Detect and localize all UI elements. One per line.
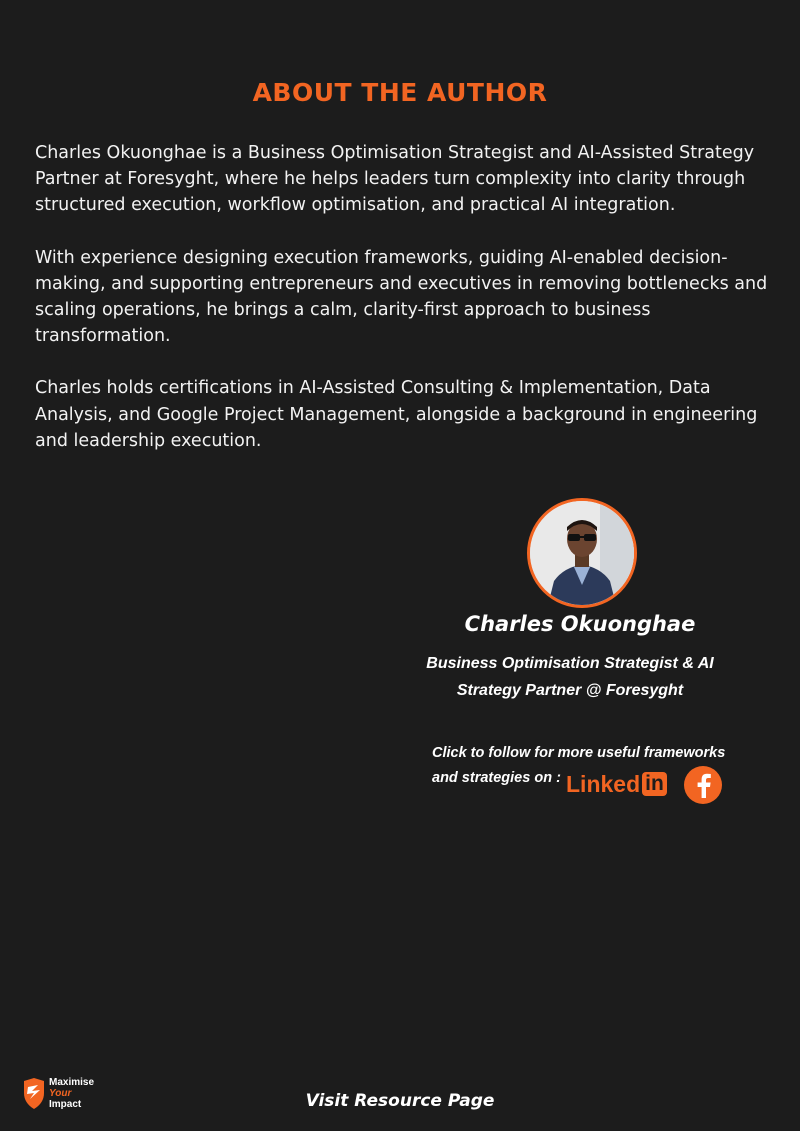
page-title: ABOUT THE AUTHOR <box>252 78 548 107</box>
linkedin-logo-text: Linked <box>566 770 641 797</box>
logo-word: Maximise <box>49 1077 95 1088</box>
logo-word: Your <box>49 1088 72 1099</box>
facebook-icon[interactable] <box>684 766 722 804</box>
linkedin-logo-box: in <box>642 772 667 796</box>
author-role-line: Strategy Partner @ Foresyght <box>456 682 684 699</box>
follow-prompt-line: and strategies on : <box>432 770 561 786</box>
brand-logo-text <box>49 1077 94 1110</box>
linkedin-link[interactable] <box>566 767 667 801</box>
author-role-line: Business Optimisation Strategist & AI <box>426 655 714 672</box>
shield-logo-icon <box>22 1077 46 1111</box>
logo-word: Impact <box>49 1099 82 1110</box>
bio-paragraph: Charles Okuonghae is a Business Optimisation Strategist and AI-Assisted Strategy Partner at Foresyght, where he helps leaders turn complexity into clarity through structured execution, workflow optimisation, and practical AI integration. <box>35 143 755 216</box>
author-role <box>400 650 740 704</box>
bio-paragraph: With experience designing execution frameworks, guiding AI-enabled decision-making, and supporting entrepreneurs and executives in removing bottlenecks and scaling operations, he brings a calm, clarity-first approach to business transformation. <box>35 247 768 347</box>
visit-resource-link[interactable]: Visit Resource Page <box>305 1091 495 1111</box>
follow-prompt-line: Click to follow for more useful frameworks <box>432 745 726 761</box>
facebook-f-icon <box>692 772 714 798</box>
author-avatar <box>527 498 637 608</box>
author-bio <box>35 140 770 480</box>
brand-logo <box>22 1075 132 1115</box>
author-name: Charles Okuonghae <box>464 612 696 636</box>
bio-paragraph: Charles holds certifications in AI-Assisted Consulting & Implementation, Data Analysis, and Google Project Management, alongside a background in engineering and leadership execution. <box>35 378 758 451</box>
